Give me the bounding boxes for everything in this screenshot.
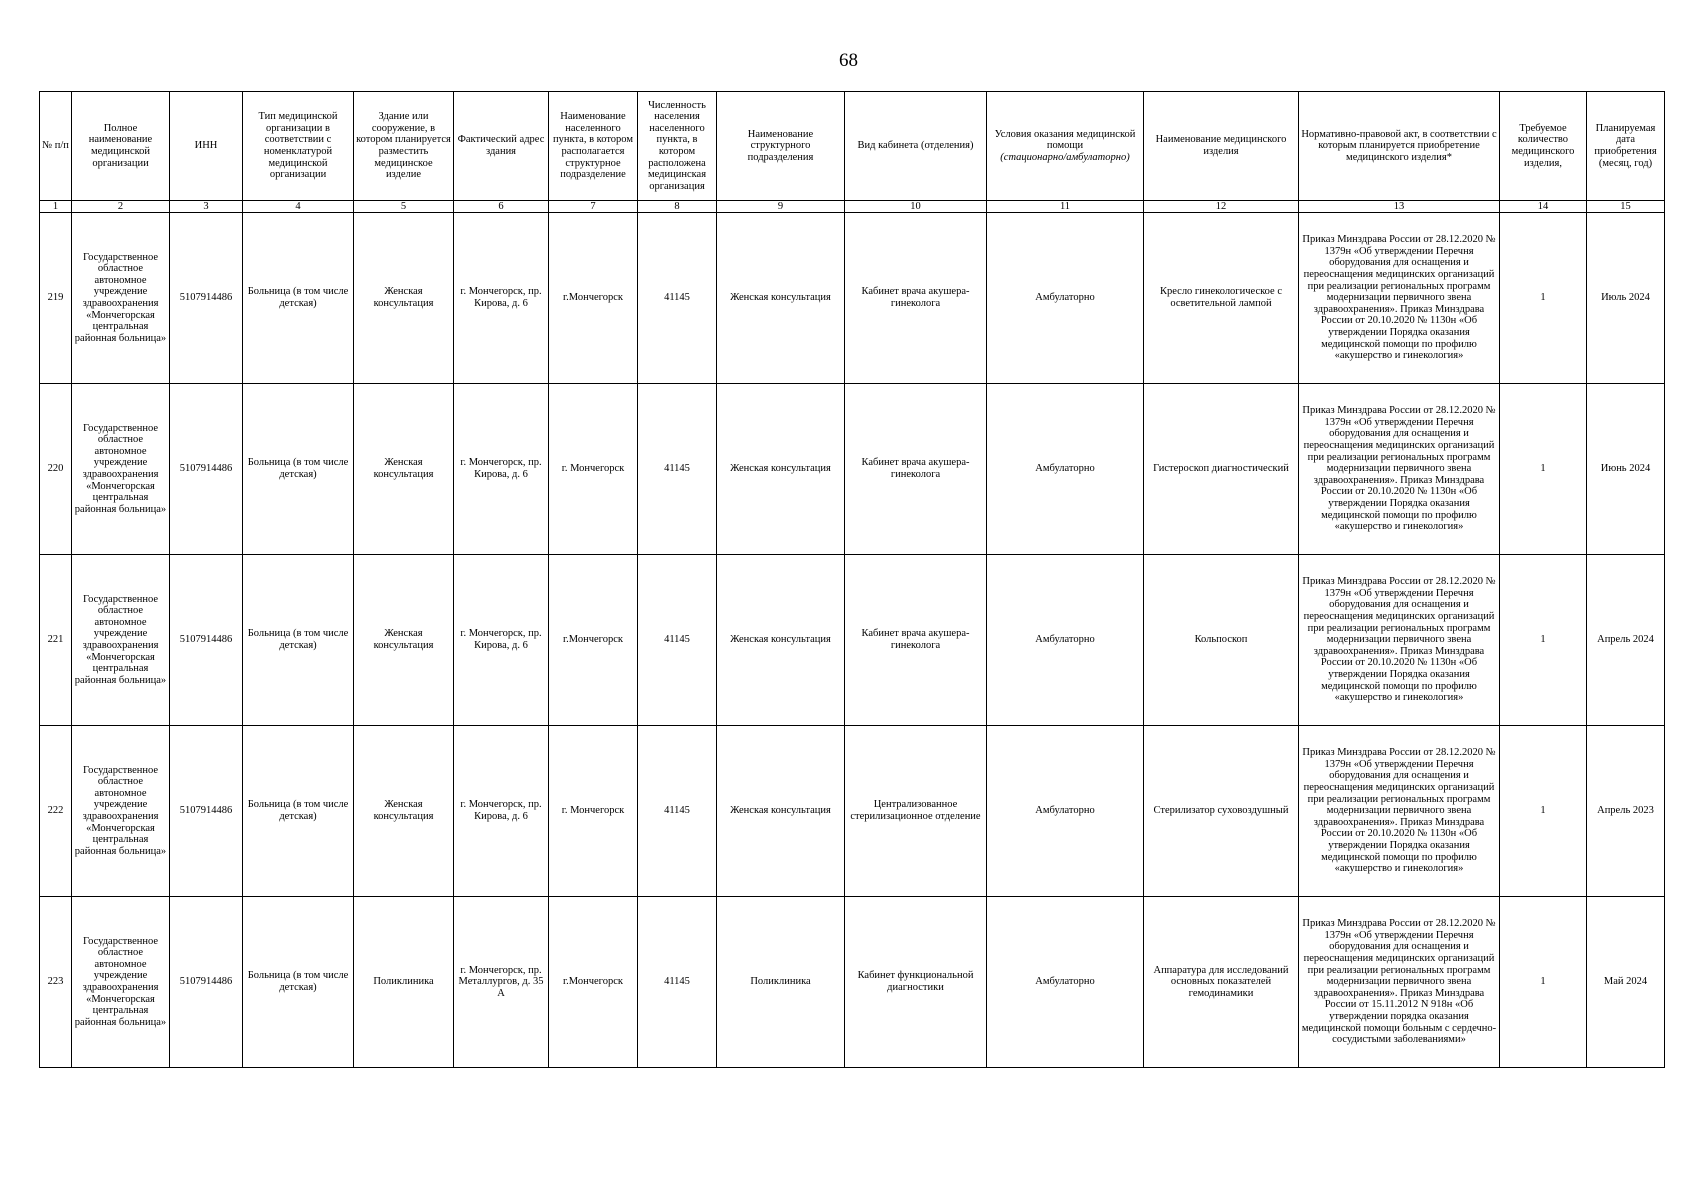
- cell-org: Государственное областное автономное учреждение здравоохранения «Мончегорская центральная районная больница»: [72, 555, 170, 726]
- cell-unit: Женская консультация: [717, 213, 845, 384]
- cell-conditions: Амбулаторно: [987, 897, 1144, 1068]
- cell-type: Больница (в том числе детская): [243, 555, 354, 726]
- cell-act: Приказ Минздрава России от 28.12.2020 № 1379н «Об утверждении Перечня оборудования для оснащения и переоснащения медицинских организаций при реализации региональных программ модернизации первичного звена здравоохранения». Приказ Минздрава России от 20.10.2020 № 1130н «Об утверждении Порядка оказания медицинской помощи по профилю «акушерство и гинекология»: [1299, 726, 1500, 897]
- cell-building: Женская консультация: [354, 384, 454, 555]
- cell-act: Приказ Минздрава России от 28.12.2020 № 1379н «Об утверждении Перечня оборудования для оснащения и переоснащения медицинских организаций при реализации региональных программ модернизации первичного звена здравоохранения». Приказ Минздрава России от 20.10.2020 № 1130н «Об утверждении Порядка оказания медицинской помощи по профилю «акушерство и гинекология»: [1299, 384, 1500, 555]
- table-row: [40, 384, 1665, 555]
- cell-date: Июль 2024: [1587, 213, 1665, 384]
- cell-conditions: Амбулаторно: [987, 726, 1144, 897]
- cell-conditions: Амбулаторно: [987, 384, 1144, 555]
- column-number: 9: [717, 201, 845, 213]
- cell-conditions: Амбулаторно: [987, 213, 1144, 384]
- cell-act: Приказ Минздрава России от 28.12.2020 № 1379н «Об утверждении Перечня оборудования для оснащения и переоснащения медицинских организаций при реализации региональных программ модернизации первичного звена здравоохранения». Приказ Минздрава России от 20.10.2020 № 1130н «Об утверждении Порядка оказания медицинской помощи по профилю «акушерство и гинекология»: [1299, 213, 1500, 384]
- cell-cabinet: Кабинет врача акушера-гинеколога: [845, 555, 987, 726]
- cell-building: Женская консультация: [354, 213, 454, 384]
- column-number: 5: [354, 201, 454, 213]
- table-row: [40, 213, 1665, 384]
- cell-locality: г.Мончегорск: [549, 897, 638, 1068]
- cell-device: Гистероскоп диагностический: [1144, 384, 1299, 555]
- cell-date: Апрель 2024: [1587, 555, 1665, 726]
- column-number: 11: [987, 201, 1144, 213]
- cell-type: Больница (в том числе детская): [243, 384, 354, 555]
- column-number: 6: [454, 201, 549, 213]
- cell-unit: Женская консультация: [717, 726, 845, 897]
- table-row: [40, 897, 1665, 1068]
- column-number: 15: [1587, 201, 1665, 213]
- cell-locality: г.Мончегорск: [549, 213, 638, 384]
- cell-locality: г. Мончегорск: [549, 726, 638, 897]
- cell-locality: г.Мончегорск: [549, 555, 638, 726]
- column-number: 10: [845, 201, 987, 213]
- cell-cabinet: Централизованное стерилизационное отделение: [845, 726, 987, 897]
- column-number: 2: [72, 201, 170, 213]
- cell-population: 41145: [638, 726, 717, 897]
- cell-act: Приказ Минздрава России от 28.12.2020 № 1379н «Об утверждении Перечня оборудования для оснащения и переоснащения медицинских организаций при реализации региональных программ модернизации первичного звена здравоохранения». Приказ Минздрава России от 15.11.2012 N 918н «Об утверждении порядка оказания медицинской помощи больным с сердечно-сосудистыми заболеваниями»: [1299, 897, 1500, 1068]
- cell-inn: 5107914486: [170, 384, 243, 555]
- header-cell-conditions: [987, 92, 1144, 201]
- cell-qty: 1: [1500, 897, 1587, 1068]
- header-cell: № п/п: [40, 92, 72, 201]
- column-number: 8: [638, 201, 717, 213]
- cell-inn: 5107914486: [170, 555, 243, 726]
- cell-org: Государственное областное автономное учреждение здравоохранения «Мончегорская центральная районная больница»: [72, 897, 170, 1068]
- table-header-row: [40, 92, 1665, 201]
- header-cell: Наименование медицинского изделия: [1144, 92, 1299, 201]
- cell-inn: 5107914486: [170, 213, 243, 384]
- column-number: 1: [40, 201, 72, 213]
- column-number: 4: [243, 201, 354, 213]
- cell-date: Май 2024: [1587, 897, 1665, 1068]
- cell-num: 219: [40, 213, 72, 384]
- cell-building: Женская консультация: [354, 555, 454, 726]
- column-number: 12: [1144, 201, 1299, 213]
- column-number: 14: [1500, 201, 1587, 213]
- cell-conditions: Амбулаторно: [987, 555, 1144, 726]
- header-cell: Наименование структурного подразделения: [717, 92, 845, 201]
- cell-address: г. Мончегорск, пр. Кирова, д. 6: [454, 384, 549, 555]
- cell-cabinet: Кабинет врача акушера-гинеколога: [845, 384, 987, 555]
- cell-date: Апрель 2023: [1587, 726, 1665, 897]
- table-row: [40, 555, 1665, 726]
- cell-qty: 1: [1500, 555, 1587, 726]
- header-cell: Наименование населенного пункта, в котором располагается структурное подразделение: [549, 92, 638, 201]
- table-row: [40, 726, 1665, 897]
- header-cell: Планируемая дата приобретения (месяц, год): [1587, 92, 1665, 201]
- cell-type: Больница (в том числе детская): [243, 213, 354, 384]
- header-cell: Полное наименование медицинской организации: [72, 92, 170, 201]
- cell-num: 220: [40, 384, 72, 555]
- cell-date: Июнь 2024: [1587, 384, 1665, 555]
- cell-population: 41145: [638, 897, 717, 1068]
- column-number: 3: [170, 201, 243, 213]
- cell-org: Государственное областное автономное учреждение здравоохранения «Мончегорская центральная районная больница»: [72, 213, 170, 384]
- cell-qty: 1: [1500, 213, 1587, 384]
- cell-inn: 5107914486: [170, 726, 243, 897]
- cell-org: Государственное областное автономное учреждение здравоохранения «Мончегорская центральная районная больница»: [72, 384, 170, 555]
- header-cell: Здание или сооружение, в котором планируется разместить медицинское изделие: [354, 92, 454, 201]
- cell-address: г. Мончегорск, пр. Кирова, д. 6: [454, 555, 549, 726]
- cell-cabinet: Кабинет функциональной диагностики: [845, 897, 987, 1068]
- header-cell: Вид кабинета (отделения): [845, 92, 987, 201]
- header-cell: Фактический адрес здания: [454, 92, 549, 201]
- cell-inn: 5107914486: [170, 897, 243, 1068]
- cell-org: Государственное областное автономное учреждение здравоохранения «Мончегорская центральная районная больница»: [72, 726, 170, 897]
- cell-type: Больница (в том числе детская): [243, 897, 354, 1068]
- cell-qty: 1: [1500, 384, 1587, 555]
- header-cell: Нормативно-правовой акт, в соответствии с которым планируется приобретение медицинского изделия*: [1299, 92, 1500, 201]
- header-cell: ИНН: [170, 92, 243, 201]
- cell-address: г. Мончегорск, пр. Металлургов, д. 35 А: [454, 897, 549, 1068]
- cell-num: 223: [40, 897, 72, 1068]
- column-number-row: [40, 201, 1665, 213]
- cell-unit: Женская консультация: [717, 384, 845, 555]
- cell-act: Приказ Минздрава России от 28.12.2020 № 1379н «Об утверждении Перечня оборудования для оснащения и переоснащения медицинских организаций при реализации региональных программ модернизации первичного звена здравоохранения». Приказ Минздрава России от 20.10.2020 № 1130н «Об утверждении Порядка оказания медицинской помощи по профилю «акушерство и гинекология»: [1299, 555, 1500, 726]
- cell-building: Поликлиника: [354, 897, 454, 1068]
- cell-device: Кольпоскоп: [1144, 555, 1299, 726]
- column-number: 13: [1299, 201, 1500, 213]
- cell-qty: 1: [1500, 726, 1587, 897]
- header-conditions-label: Условия оказания медицинской помощи: [994, 128, 1136, 152]
- cell-device: Кресло гинекологическое с осветительной лампой: [1144, 213, 1299, 384]
- header-cell: Тип медицинской организации в соответствии с номенклатурой медицинской организации: [243, 92, 354, 201]
- cell-population: 41145: [638, 213, 717, 384]
- cell-cabinet: Кабинет врача акушера-гинеколога: [845, 213, 987, 384]
- column-number: 7: [549, 201, 638, 213]
- cell-unit: Женская консультация: [717, 555, 845, 726]
- cell-address: г. Мончегорск, пр. Кирова, д. 6: [454, 213, 549, 384]
- cell-population: 41145: [638, 384, 717, 555]
- cell-unit: Поликлиника: [717, 897, 845, 1068]
- cell-population: 41145: [638, 555, 717, 726]
- cell-num: 221: [40, 555, 72, 726]
- header-conditions-note: (стационарно/амбулаторно): [1000, 151, 1130, 163]
- cell-device: Стерилизатор суховоздушный: [1144, 726, 1299, 897]
- cell-address: г. Мончегорск, пр. Кирова, д. 6: [454, 726, 549, 897]
- header-cell: Требуемое количество медицинского изделия,: [1500, 92, 1587, 201]
- cell-num: 222: [40, 726, 72, 897]
- header-cell: Численность населения населенного пункта, в котором расположена медицинская организация: [638, 92, 717, 201]
- equipment-registry-table: [39, 91, 1665, 1068]
- page-number: 68: [839, 50, 858, 71]
- cell-building: Женская консультация: [354, 726, 454, 897]
- cell-locality: г. Мончегорск: [549, 384, 638, 555]
- cell-device: Аппаратура для исследований основных показателей гемодинамики: [1144, 897, 1299, 1068]
- cell-type: Больница (в том числе детская): [243, 726, 354, 897]
